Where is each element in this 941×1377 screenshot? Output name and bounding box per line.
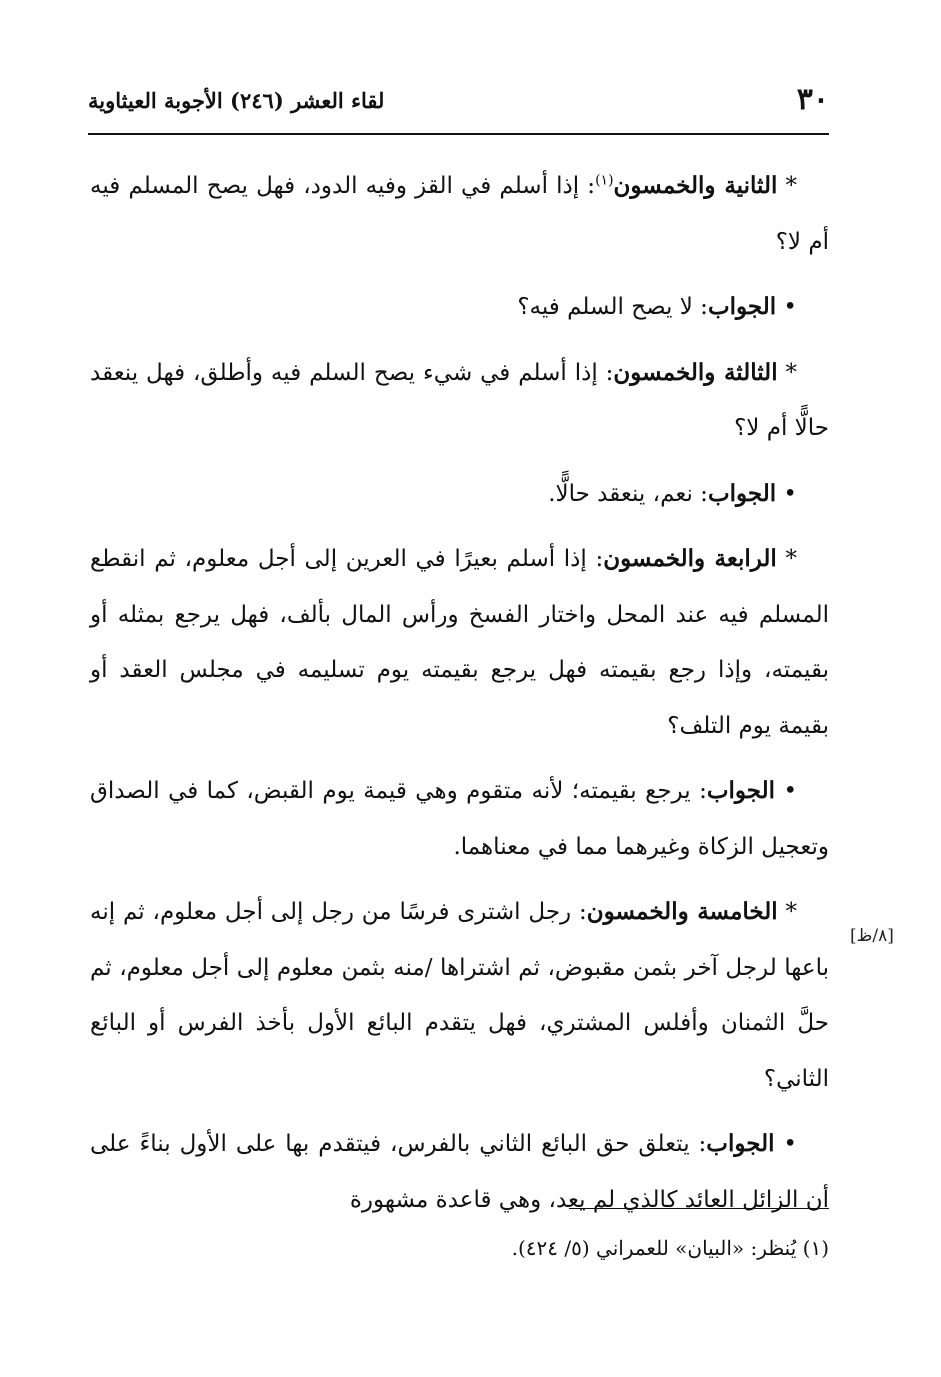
bullet-marker: • [783, 1131, 797, 1157]
star-marker: * [785, 899, 797, 925]
answer-53 [90, 466, 829, 523]
answer-label: الجواب [706, 1130, 775, 1157]
footnote-text: يُنظر: «البيان» للعمراني (٥/ ٤٢٤). [511, 1236, 797, 1260]
answer-55 [90, 1116, 829, 1228]
footnote-number: (١) [802, 1236, 829, 1260]
manuscript-folio-marker: [٨/ظ] [850, 926, 894, 946]
question-label: الثانية والخمسون [613, 172, 778, 199]
answer-52 [90, 279, 829, 336]
answer-label: الجواب [706, 777, 775, 804]
answer-54 [90, 763, 829, 875]
footnote-ref: (١) [595, 172, 614, 189]
question-text: : رجل اشترى فرسًا من رجل إلى أجل معلوم، ثم إنه باعها لرجل آخر بثمن مقبوض، ثم اشتراها /منه بثمن معلوم إلى أجل معلوم، ثم حلَّ الثمنان وأفلس المشتري، فهل يتقدم البائع الأول بأخذ الفرس أو البائع الثاني؟ [90, 899, 829, 1092]
question-text: : إذا أسلم في شيء يصح السلم فيه وأطلق، فهل ينعقد حالًّا أم لا؟ [90, 359, 829, 441]
answer-text: : نعم، ينعقد حالًّا. [548, 480, 708, 507]
page-body [90, 158, 829, 1237]
question-label: الرابعة والخمسون [603, 545, 777, 572]
answer-label: الجواب [707, 293, 777, 320]
header-divider [88, 133, 829, 135]
running-title: لقاء العشر (٢٤٦) الأجوبة العيثاوية [88, 88, 385, 113]
star-marker: * [785, 173, 798, 199]
page-number: ٣٠ [796, 82, 829, 117]
answer-text: : يرجع بقيمته؛ لأنه متقوم وهي قيمة يوم القبض، كما في الصداق وتعجيل الزكاة وغيرهما مما في معناهما. [90, 778, 829, 860]
answer-label: الجواب [707, 479, 777, 507]
question-label: الخامسة والخمسون [586, 898, 778, 925]
answer-text: : لا يصح السلم فيه؟ [517, 294, 708, 320]
footnote-divider [569, 1208, 829, 1209]
answer-text: : يتعلق حق البائع الثاني بالفرس، فيتقدم بها على الأول بناءً على أن الزائل العائد كالذي لم يعد، وهي قاعدة مشهورة [90, 1131, 829, 1213]
question-text: : إذا أسلم في القز وفيه الدود، فهل يصح المسلم فيه أم لا؟ [90, 173, 829, 255]
bullet-marker: • [783, 778, 798, 804]
question-54 [90, 531, 829, 754]
question-53 [90, 345, 829, 457]
question-52 [90, 158, 829, 270]
bullet-marker: • [783, 294, 797, 320]
star-marker: * [785, 359, 798, 386]
page-header [88, 82, 829, 130]
star-marker: * [785, 546, 797, 572]
question-text: : إذا أسلم بعيرًا في العرين إلى أجل معلوم، ثم انقطع المسلم فيه عند المحل واختار الفسخ ورأس المال بألف، فهل يرجع بمثله أو بقيمته، وإذا رجع بقيمته فهل يرجع بقيمته يوم تسليمه في مجلس العقد أو بقيمة يوم التلف؟ [90, 546, 829, 739]
footnote [512, 1236, 829, 1260]
bullet-marker: • [783, 480, 797, 507]
question-label: الثالثة والخمسون [613, 358, 778, 386]
question-55 [90, 884, 829, 1107]
